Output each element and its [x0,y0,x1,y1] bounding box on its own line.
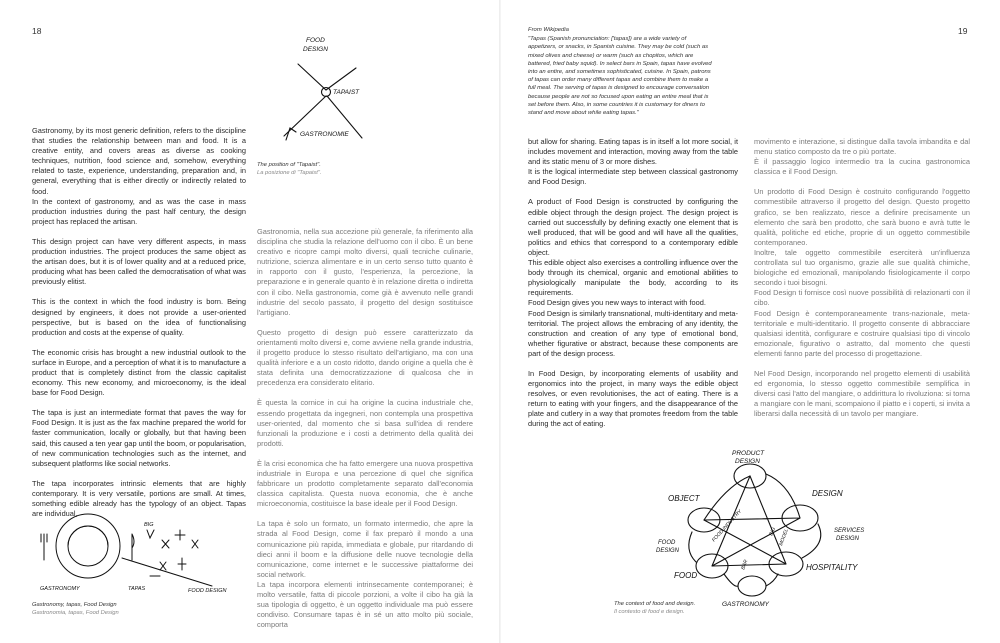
figure-bottom-caption-it: Gastronomia, tapas, Food Design [32,609,119,616]
diagram-label-hospitality: HOSPITALITY [806,563,858,572]
diagram-label-gastronomy: GASTRONOMY [722,601,769,608]
figure-top-label-gastronomie: GASTRONOMIE [300,131,349,138]
left-it-paragraph-3: È questa la cornice in cui ha origine la cucina industriale che, essendo progettata da ingegneri, non contempla una prospettiva user-oriented, dal momento che si basa sull'idea di rendere funzionali la produzione e i costi a detrimento della qualità dei prodotti. [257,398,473,448]
figure-bottom-caption-en: Gastronomy, tapas, Food Design [32,602,117,608]
right-figure-caption-en: The context of food and design. [614,601,696,607]
diagram-label-food-industry: FOOD INDUSTRY [711,508,744,544]
left-it-paragraph-5: La tapa è solo un formato, un formato intermedio, che apre la strada al Food Design, come il fax preparò il mondo a una comunicazione più rapida, immediata e globale, pur ritardando di dieci anni il boom e la diffusione delle nuove tecnologie della comunicazione, come internet e le successive piattaforme dei social network. La tapa incorpora elementi intrinsecamente contemporanei; è molto versatile, fatta di piccole porzioni, a volte il cibo ha già la sua tipologia di oggetto, è un oggetto individuale ma può essere condiviso. Consumare tapas è in sé un atto molto più sociale, comporta [257,519,473,630]
diagram-label-food-design-1: FOOD [658,540,676,546]
right-it-paragraph-3: Nel Food Design, incorporando nel progetto elementi di usabilità ed ergonomia, lo stesso oggetto commestibile semplifica in diversi casi l'atto del mangiare, o addirittura lo rivoluziona: si torna a mangiare con le mani, scompaiono il piatto e i coperti, si invita a liberarsi dalla necessità di un tavolo per mangiare. [754,368,970,419]
figure-top-label-tapaist: TAPAIST [333,89,360,96]
food-design-context-diagram [614,446,884,608]
right-it-paragraph-2: Un prodotto di Food Design è costruito configurando l'oggetto commestibile attraverso il progetto del design. Questo progetto grafico, se ben realizzato, riesce a definire precisamente un elemento che sarà ben prodotto, che sarà buono e avrà tutte le qualità, politiche ed etiche, proprie di un oggetto commestibile contemporaneo. Inoltre, tale oggetto commestibile eserciterà un'influenza controllata sul tuo organismo, grazie alle sue qualità chimiche, biologiche ed emozionali, manipolando fisiologicamente il corpo secondo i tuoi bisogni. Food Design ti fornisce così nuove possibilità di relazionarti con il cibo. Food Design è contemporaneamente trans-nazionale, meta-territoriale e multi-identitario. Il progetto consente di abbracciare qualsiasi identità, configurare e costruire qualsiasi tipo di vincolo emozionale, figurativo o astratto, dal momento che questi elementi fanno parte del processo di progettazione. [754,187,970,358]
figure-top-caption-it: La posizione di "Tapaist". [257,169,322,176]
figure-top-label-design: DESIGN [303,46,328,53]
diagram-label-food: FOOD [674,571,698,580]
sketch-label-big: BIG [144,522,154,528]
left-en-paragraph-4: The economic crisis has brought a new industrial outlook to the surface in Europe, and a perception of what it is to manufacture a product that is completely distinct from the classic capitalist economy. This new economy, and microeconomy, is the ideal base for Food Design. [32,347,246,398]
left-it-paragraph-1: Gastronomia, nella sua accezione più generale, fa riferimento alla disciplina che studia la relazione dell'uomo con il cibo. È un bene creativo e ricopre campi molto diversi, quali tecniche culinarie, nutrizione, scienza alimentare e in un certo senso tutto quanto è in rapporto con il gusto, l'esperienza, la percezione, la preparazione e in generale quanto è in relazione diretta o indiretta con il cibo. Nella gastronomia, come già è avvenuto nelle grandi industrie del secolo passato, il progetto del design sostituisce l'artigiano. [257,227,473,317]
book-gutter [499,0,501,643]
sketch-label-tapas: TAPAS [128,586,146,592]
left-en-paragraph-3: This is the context in which the food industry is born. Being designed by engineers, it does not provide a user-oriented perspective, but is based on the idea of functionalising production and costs at the expense of quality. [32,297,246,337]
page-number-left: 18 [32,26,42,36]
diagram-label-big: BIG [768,526,778,537]
diagram-label-model: MODEL [778,527,790,547]
right-figure-caption [614,601,774,616]
sketch-label-food-design: FOOD DESIGN [188,588,227,594]
left-english-column [32,126,246,519]
figure-top-caption [257,162,377,177]
diagram-label-product-design: DESIGN [735,458,760,465]
diagram-label-product: PRODUCT [732,450,765,457]
right-italian-column [754,137,970,419]
diagram-label-food-design-2: DESIGN [656,548,680,554]
left-it-paragraph-2: Questo progetto di design può essere caratterizzato da orientamenti molto diversi e, come avviene nella grande industria, il progetto produce lo stesso risultato dell'artigiano, ma con una qualità inferiore e a un costo ridotto, dando origine a quella che è stata definita una democratizzazione di qualcosa che in precedenza era considerato elitario. [257,327,473,388]
left-en-paragraph-6: The tapa incorporates intrinsic elements that are highly contemporary. It is very versatile, portions are small. At times, something edible already has the typology of an object. Tapas are individual, [32,478,246,519]
diagram-label-services-design: DESIGN [836,536,860,542]
wikipedia-quote [528,26,714,117]
left-en-paragraph-5: The tapa is just an intermediate format that paves the way for Food Design. It is just as the fax machine prepared the world for faster communication, locally or globally, but that having been said, this caused a ten year gap until the boom, or popularisation, of new communication technologies such as the internet, and subsequent platforms like social networks. [32,408,246,468]
right-figure-caption-it: Il contesto di food e design. [614,608,685,615]
right-it-paragraph-1: movimento e interazione, si distingue dalla tavola imbandita e dal menu statico composto da tre o più portate. È il passaggio logico intermedio tra la cucina gastronomica classica e il Food Design. [754,137,970,177]
left-en-paragraph-2: This design project can have very different aspects, in mass production industries. The project produces the same object as the artisan does, but it is of lower quality and at a reduced price, producing what has been called the democratisation of what was previously elitist. [32,236,246,287]
sketch-label-gastronomy: GASTRONOMY [40,586,80,592]
diagram-label-design: DESIGN [812,489,843,498]
right-en-paragraph-1: but allow for sharing. Eating tapas is in itself a lot more social, it includes movement and interaction, moving away from the table and its static menu of 3 or more dishes. It is the logical intermediate step between classical gastronomy and Food Design. [528,137,738,187]
figure-bottom-caption [32,602,232,617]
diagram-label-object: OBJECT [668,494,700,503]
right-english-column [528,137,738,430]
right-en-paragraph-3: In Food Design, by incorporating elements of usability and ergonomics into the project, in many ways the edible object resolves, or even revolutionises, the act of eating. There is a return to eating with your fingers, and the disappearance of the plate and cutlery in a way that promotes freedom from the table during the act of eating. [528,368,738,429]
right-en-paragraph-2: A product of Food Design is constructed by configuring the edible object through the design project. The design project is carried out successfully by defining exactly one element that is well produced, that will be good and will have all the qualities, politics and ethics that correspond to a contemporary edible object. This edible object also exercises a controlling influence over the body through its chemical, organic and emotional abilities to physiologically manipulate the body, according to its requirements. Food Design gives you new ways to interact with food. Food Design is similarly transnational, multi-identitary and meta-territorial. The project allows the embracing of any identity, the construction and creation of any type of emotional bond, whether figurative or abstract, because these components are part of the design process. [528,197,738,358]
left-it-paragraph-4: È la crisi economica che ha fatto emergere una nuova prospettiva industriale in Europa e una percezione di quel che significa fabbricare un prodotto completamente separato dall'economia classica capitalista. Questa nuova economia, che è anche microeconomia, costituisce la base ideale per il Food Design. [257,458,473,509]
figure-top-caption-en: The position of "Tapaist". [257,162,321,168]
figure-top-label-food: FOOD [306,37,325,44]
gastronomy-tapas-sketch [32,508,242,598]
tapaist-position-sketch [270,28,380,163]
left-en-paragraph-1: Gastronomy, by its most generic definition, refers to the discipline that studies the relationship between man and food. It is a creative entity, and covers areas as diverse as cooking techniques, nutrition, food science and, somehow, everything related to taste, experience, understanding, preparation and, in general, everything that is either directly or indirectly related to food. In the context of gastronomy, and as was the case in mass production industries during the past half century, the design project has replaced the artisan. [32,126,246,226]
page-number-right: 19 [958,26,968,36]
wikipedia-source: From Wikipedia [528,27,569,33]
diagram-label-services: SERVICES [834,528,865,534]
diagram-label-bar: BAR [740,558,750,571]
left-italian-column [257,227,473,630]
wikipedia-quote-text: "Tapas (Spanish pronunciation: ['tapas]) are a wide variety of appetizers, or snacks, in Spanish cuisine. They may be cold (such as mixed olives and cheese) or warm (such as chopitos, which are battered, fried baby squid). In select bars in Spain, tapas have evolved into an entire, and sometimes sophisticated, cuisine. In Spain, patrons of tapas can order many different tapas and combine them to make a full meal. The serving of tapas is designed to encourage conversation because people are not so focused upon eating an entire meal that is set before them. Also, in some countries it is customary for diners to stand and move about while eating tapas." [528,36,712,117]
